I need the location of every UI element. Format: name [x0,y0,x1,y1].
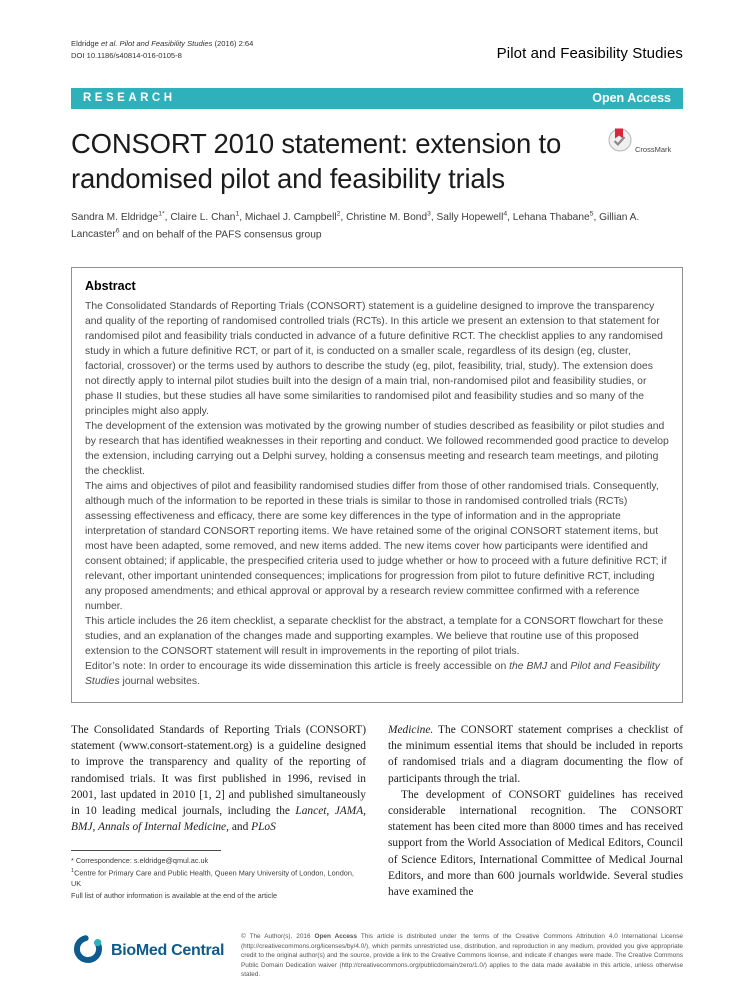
body-paragraph-left: The Consolidated Standards of Reporting Trials (CONSORT) statement (www.consort-statement.org) is a guideline designed to improve the transparency and quality of the reporting of randomised trials. It was first published in 1996, revised in 2001, last updated in 2010 [1, 2] and published simultaneously in 10 leading medical journals, including the Lancet, JAMA, BMJ, Annals of Internal Medicine, and PLoS [71,724,367,834]
author [71,212,170,223]
author [170,212,245,223]
crossmark-badge[interactable] [607,126,683,157]
biomed-central-logo-icon [71,932,105,971]
abstract-paragraph: The aims and objectives of pilot and feasibility randomised studies differ from those of other randomised trials. Consequently, although much of the information to be reported in these trials is similar to those in randomised controlled trials (RCTs) assessing effectiveness and efficacy, there are some key differences in the type of information and in the appropriate interpretation of standard CONSORT reporting items. We have retained some of the original CONSORT statement items, but most have been adapted, some removed, and new items added. The new items cover how participants were identified and consent obtained; if applicable, the prespecified criteria used to judge whether or how to proceed with a future definitive RCT; if relevant, other important unintended consequences; implications for progression from pilot to future definitive RCT, including any proposed amendments; and ethical approval or approval by a research review committee confirmed with a reference number. [85,481,667,613]
page-header [71,38,683,62]
affiliation-line: $^1$Centre for Primary Care and Public Health, Queen Mary University of London, London, UK [71,867,354,889]
authors-suffix: and on behalf of the PAFS consensus group [119,229,322,241]
author-separator: , [507,212,513,224]
author-separator: , [340,212,347,224]
author [245,212,346,223]
author-superscript: 4 [503,211,508,219]
author-name: Lehana Thabane [512,212,590,224]
abstract-paragraph: The development of the extension was motivated by the growing number of studies described as feasibility or pilot studies and by research that has identified weaknesses in their reporting and conduct. We followed recommended good practice to develop the extension, including carrying out a Delphi survey, holding a consensus meeting and research team meetings, and piloting the checklist. [85,421,669,478]
abstract-paragraph: The Consolidated Standards of Reporting Trials (CONSORT) statement is a guideline designed to improve the transparency and quality of the reporting of randomised controlled trials (RCTs). In this article we present an extension to that statement for randomised pilot and feasibility trials conducted in advance of a future definitive RCT. The checklist applies to any randomised study in which a future definitive RCT, or part of it, is conducted on a smaller scale, regardless of its design (eg, cluster, factorial, crossover) or the terms used by authors to describe the study (eg, pilot, feasibility, trial, study). The extension does not directly apply to internal pilot studies built into the design of a main trial, non-randomised pilot and feasibility studies, or phase II studies, but these studies all have some similarities to randomised pilot and feasibility studies and so many of the principles might also apply. [85,301,663,418]
author-superscript: 1* [158,211,165,219]
author [513,212,599,223]
author-list [71,210,683,243]
title-row [71,126,683,198]
publisher-logo [71,932,227,971]
journal-name: Pilot and Feasibility Studies [496,44,683,62]
body-paragraph-right-1: Medicine. The CONSORT statement comprises a checklist of the minimum essential items that should be included in reports of randomised trials and a diagram documenting the flow of participants through the trial. [388,724,683,785]
correspondence-email: s.eldridge@qmul.ac.uk [133,856,209,866]
body-columns [71,722,683,901]
publisher-logo-text: BioMed Central [111,942,225,960]
author-superscript: 5 [589,211,594,219]
citation-line: Eldridge et al. Pilot and Feasibility Studies (2016) 2:64 [71,39,254,48]
article-title: CONSORT 2010 statement: extension to randomised pilot and feasibility trials [71,127,562,195]
abstract-section [71,267,683,703]
open-access-label: Open Access [592,91,671,106]
correspondence-line: * Correspondence: s.eldridge@qmul.ac.uk [71,856,209,866]
author-name: Sandra M. Eldridge [71,212,159,224]
author-superscript: 3 [427,211,431,219]
footnote-divider [71,850,221,851]
article-type-label: RESEARCH [83,92,176,105]
author-name: Christine M. Bond [346,212,428,224]
editors-note: Editor’s note: In order to encourage its wide dissemination this article is freely accessible on the BMJ and Pilot and Feasibility Studies journal websites. [85,661,660,688]
abstract-paragraph: This article includes the 26 item checklist, a separate checklist for the abstract, a template for a CONSORT flowchart for these studies, and an explanation of the changes made and supporting examples. We believe that routine use of this proposed extension to the CONSORT statement will result in improvements in the reporting of pilot trials. [85,616,664,658]
author-separator: , [239,212,245,224]
author-name: Claire L. Chan [170,212,236,224]
author-name: Michael J. Campbell [244,212,337,224]
author [346,212,436,223]
crossmark-label: CrossMark [635,144,672,154]
crossmark-icon [607,126,633,157]
body-paragraph-right-2: The development of CONSORT guidelines has received considerable international recognition. The CONSORT statement has been cited more than 8000 times and has received support from the World Association of Medical Editors, Council of Science Editors, International Committee of Medical Journal Editors, and more than 600 journals worldwide. Several studies have examined the [388,788,683,898]
abstract-heading: Abstract [85,279,136,294]
license-text: © The Author(s). 2016 Open Access This article is distributed under the terms of the Creative Commons Attribution 4.0 International License (http://creativecommons.org/licenses/by/4.0/), which permits unrestricted use, distribution, and reproduction in any medium, provided you give appropriate credit to the original author(s) and the source, provide a link to the Creative Commons license, and indicate if changes were made. The Creative Commons Public Domain Dedication waiver (http://creativecommons.org/publicdomain/zero/1.0/) applies to the data made available in this article, unless otherwise stated. [241,932,683,979]
author-separator: , [164,212,171,224]
research-banner [71,88,683,109]
author-separator: , [430,212,437,224]
citation-block [71,38,253,62]
author-superscript: 2 [336,211,341,219]
doi-line: DOI 10.1186/s40814-016-0105-8 [71,50,182,60]
author-superscript: 6 [115,227,120,235]
author-superscript: 1 [235,211,240,219]
author-info-note: Full list of author information is available at the end of the article [71,890,278,900]
author-name: Gillian A. Lancaster [71,212,640,241]
right-column [388,722,683,901]
author-separator: , [593,212,600,224]
author-name: Sally Hopewell [436,212,504,224]
footnotes [71,850,366,901]
page-footer [71,932,683,980]
author [437,212,513,223]
abstract-body [85,300,669,660]
left-column [71,722,366,901]
